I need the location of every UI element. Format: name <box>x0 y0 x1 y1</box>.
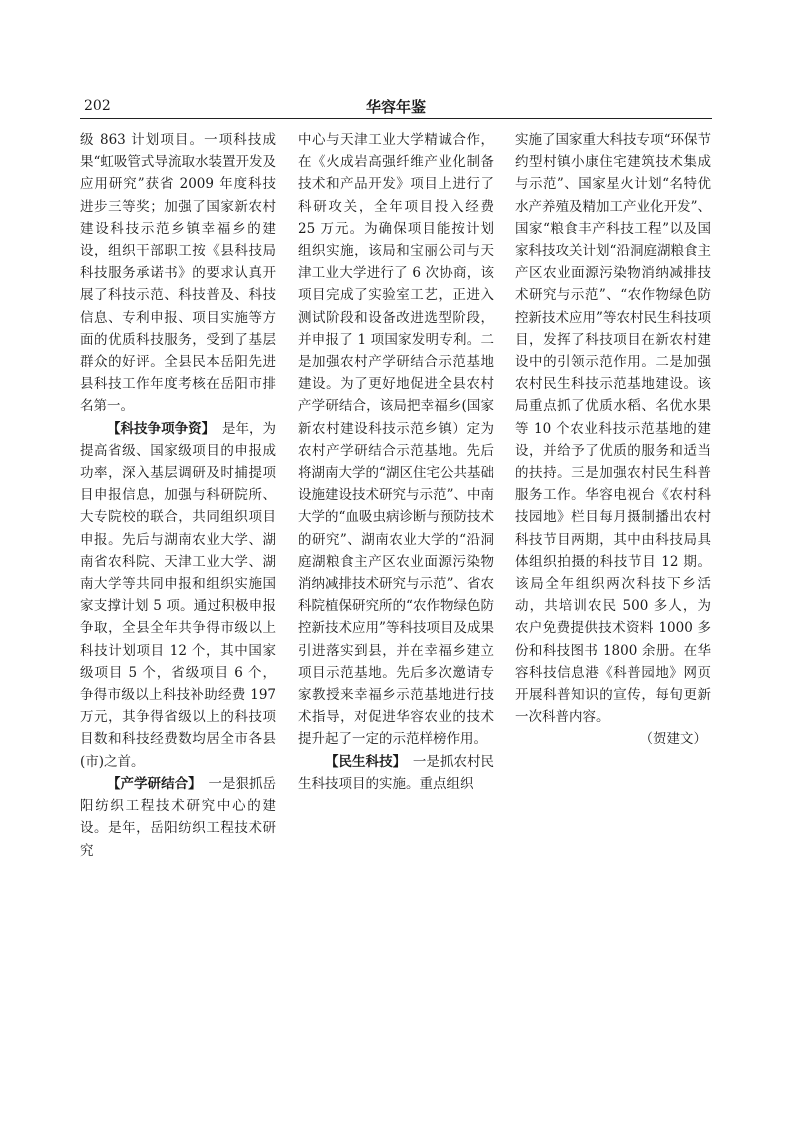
page-header <box>80 96 712 118</box>
paragraph-body: 是年，为提高省级、国家级项目的申报成功率，深入基层调研及时捕提项目申报信息，加强与科研院所、大专院校的联合，共同组织项目申报。先后与湖南农业大学、湖南省农科院、天津工业大学、湖南大学等共同申报和组织实施国家支撑计划 5 项。通过积极申报争取，全县全年共争得市级以上科技计划项目 12 个，其中国家级项目 5 个，省级项目 6 个，争得市级以上科技补助经费 197 万元，其争得省级以上的科技项目数和科技经费数均居全市各县(市)之首。 <box>80 420 277 770</box>
text-column-1 <box>80 129 276 862</box>
section-heading: 【科技争项争资】 <box>107 420 209 437</box>
paragraph: 级 863 计划项目。一项科技成果“虹吸管式导流取水装置开发及应用研究”获省 2009 年度科技进步三等奖；加强了国家新农村建设科技示范乡镇幸福乡的建设，组织干部职工按《县科技局科技服务承诺书》的要求认真开展了科技示范、科技普及、科技信息、专利申报、项目实施等方面的优质科技服务，受到了基层群众的好评。全县民本岳阳先进县科技工作年度考核在岳阳市排名第一。 <box>80 132 276 415</box>
paragraph-research-funding <box>80 418 276 773</box>
page-number: 202 <box>84 98 111 114</box>
paragraph-industry-academia <box>80 773 276 862</box>
paragraph-livelihood-tech <box>298 751 494 795</box>
paragraph: 实施了国家重大科技专项“环保节约型村镇小康住宅建筑技术集成与示范”、国家星火计划“名特优水产养殖及精加工产业化开发”、国家“粮食丰产科技工程”以及国家科技攻关计划“沿洞庭湖粮食主产区农业面源污染物消纳减排技术研究与示范”、“农作物绿色防控新技术应用”等农村民生科技项目，发挥了科技项目在新农村建设中的引领示范作用。二是加强农村民生科技示范基地建设。该局重点抓了优质水稻、名优水果等 10 个农业科技示范基地的建设，并给予了优质的服务和适当的扶持。三是加强农村民生科普服务工作。华容电视台《农村科技园地》栏目每月摄制播出农村科技节目两期，其中由科技局具体组织拍摄的科技节目 12 期。该局全年组织两次科技下乡活动，共培训农民 500 多人，为农户免费提供技术资料 1000 多份和科技图书 1800 余册。在华容科技信息港《科普园地》网页开展科普知识的宣传，每旬更新一次科普内容。 <box>515 132 711 726</box>
text-column-3 <box>515 129 711 751</box>
section-heading: 【产学研结合】 <box>107 775 195 792</box>
author-signature: （贺建文） <box>639 731 707 748</box>
paragraph: 中心与天津工业大学精诚合作，在《火成岩高强纤维产业化制备技术和产品开发》项目上进行了科研攻关，全年项目投入经费 25 万元。为确保项目能按计划组织实施，该局和宝丽公司与天津工业大学进行了 6 次协商，该项目完成了实验室工艺，正进入测试阶段和设备改进选型阶段，并申报了 1 项国家发明专利。二是加强农村产学研结合示范基地建设。为了更好地促进全县农村产学研结合，该局把幸福乡(国家新农村建设科技示范乡镇）定为农村产学研结合示范基地。先后将湖南大学的“湖区住宅公共基础设施建设技术研究与示范”、中南大学的“血吸虫病诊断与预防技术的研究”、湖南农业大学的“沿洞庭湖粮食主产区农业面源污染物消纳减排技术研究与示范”、省农科院植保研究所的“农作物绿色防控新技术应用”等科技项目及成果引进落实到县，并在幸福乡建立项目示范基地。先后多次邀请专家教授来幸福乡示范基地进行技术指导，对促进华容农业的技术提升起了一定的示范样榜作用。 <box>298 132 494 748</box>
section-heading: 【民生科技】 <box>325 753 400 770</box>
text-column-2 <box>298 129 494 795</box>
running-title: 华容年鉴 <box>365 98 426 116</box>
paragraph-body: 一是抓农村民生科技项目的实施。重点组织 <box>298 753 495 792</box>
paragraph-body: 一是狠抓岳阳纺织工程技术研究中心的建设。是年，岳阳纺织工程技术研究 <box>80 775 277 859</box>
header-rule <box>80 118 712 119</box>
